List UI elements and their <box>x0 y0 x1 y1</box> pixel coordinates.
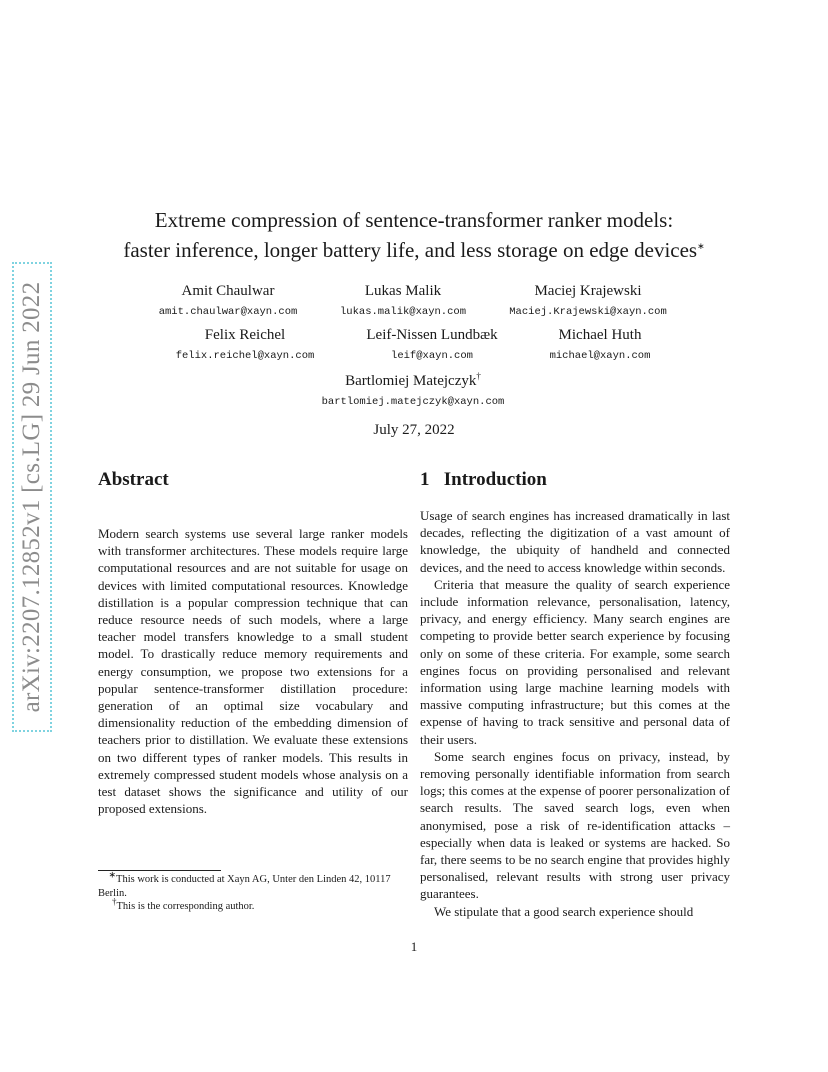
arxiv-id: arXiv:2207.12852v1 [cs.LG] 29 Jun 2022 <box>18 281 45 713</box>
intro-paragraph-4: We stipulate that a good search experience should <box>434 903 694 919</box>
intro-paragraph-2: Criteria that measure the quality of search experience include information relevance, personalisation, latency, privacy, and energy efficiency. Many search engines are competing to provide better search experience by focusing only on some of these criteria. For example, some search engines focus on providing personalised and relevant information using large machine learning models with massive computing infrastructure; but this comes at the expense of having to track sensitive and personal data of their users. <box>420 576 730 747</box>
author-name: Amit Chaulwar <box>181 283 275 299</box>
author-name: Leif-Nissen Lundbæk <box>366 327 498 343</box>
author-6 <box>490 326 710 367</box>
title-footnote-mark: ∗ <box>697 241 705 251</box>
section-title: Introduction <box>443 469 547 490</box>
intro-paragraph-1: Usage of search engines has increased dramatically in last decades, reflecting the digitization of a vast amount of knowledge, the ubiquity of handheld and connected devices, and the need to access knowledge within seconds. <box>420 508 730 575</box>
abstract-body <box>98 525 408 817</box>
author-email[interactable]: amit.chaulwar@xayn.com <box>158 306 298 318</box>
author-3 <box>478 282 698 323</box>
author-email[interactable]: michael@xayn.com <box>549 350 651 362</box>
arxiv-stamp <box>12 262 52 732</box>
introduction-body <box>420 507 730 920</box>
author-name: Lukas Malik <box>364 283 442 299</box>
footnote-2: †This is the corresponding author. <box>112 896 255 912</box>
abstract-text: Modern search systems use several large ranker models with transformer architectures. These models require large computational resources and are not suitable for usage on devices with limited computational resources. Knowledge distillation is a popular compression technique that can reduce resource needs of such models, where a large teacher model transfers knowledge to a small student model. To drastically reduce memory requirements and energy consumption, we propose two extensions for a popular sentence-transformer distillation procedure: generation of an optimal size vocabulary and dimensionality reduction of the embedding dimension of teachers prior to distillation. We evaluate these extensions on two different types of ranker models. This results in extremely compressed student models whose analysis on a test dataset shows the significance and utility of our proposed extensions. <box>98 526 408 817</box>
author-name: Michael Huth <box>558 327 642 343</box>
author-name: Bartlomiej Matejczyk† <box>345 371 481 389</box>
author-name: Maciej Krajewski <box>534 283 642 299</box>
footnotes <box>98 869 408 914</box>
author-name: Felix Reichel <box>204 327 286 343</box>
page-number: 1 <box>410 939 418 954</box>
section-number: 1 <box>420 469 430 490</box>
paper-title <box>90 205 738 265</box>
introduction-heading <box>420 469 547 491</box>
paper-date: July 27, 2022 <box>373 422 455 438</box>
author-email[interactable]: lukas.malik@xayn.com <box>339 306 467 318</box>
title-line-2: faster inference, longer battery life, and less storage on edge devices∗ <box>123 238 705 262</box>
intro-paragraph-3: Some search engines focus on privacy, instead, by removing personally identifiable information from search logs; this comes at the expense of poorer personalization of search results. The saved search logs, even when anonymised, pose a risk of re-identification attacks – especially when data is leaked or systems are hacked. So far, there seems to be no search engine that provides highly personalised, relevant results with strong user privacy guarantees. <box>420 748 730 902</box>
author-7 <box>287 372 539 413</box>
author-footnote-mark: † <box>476 371 481 381</box>
author-email[interactable]: bartlomiej.matejczyk@xayn.com <box>321 396 505 408</box>
footnote-1: ∗This work is conducted at Xayn AG, Unter den Linden 42, 10117 Berlin. <box>98 869 391 899</box>
author-email[interactable]: leif@xayn.com <box>391 350 473 362</box>
footnote-rule <box>98 870 221 871</box>
abstract-heading: Abstract <box>98 469 169 490</box>
title-line-1: Extreme compression of sentence-transformer ranker models: <box>154 208 674 232</box>
author-email[interactable]: Maciej.Krajewski@xayn.com <box>509 306 667 318</box>
author-email[interactable]: felix.reichel@xayn.com <box>175 350 315 362</box>
